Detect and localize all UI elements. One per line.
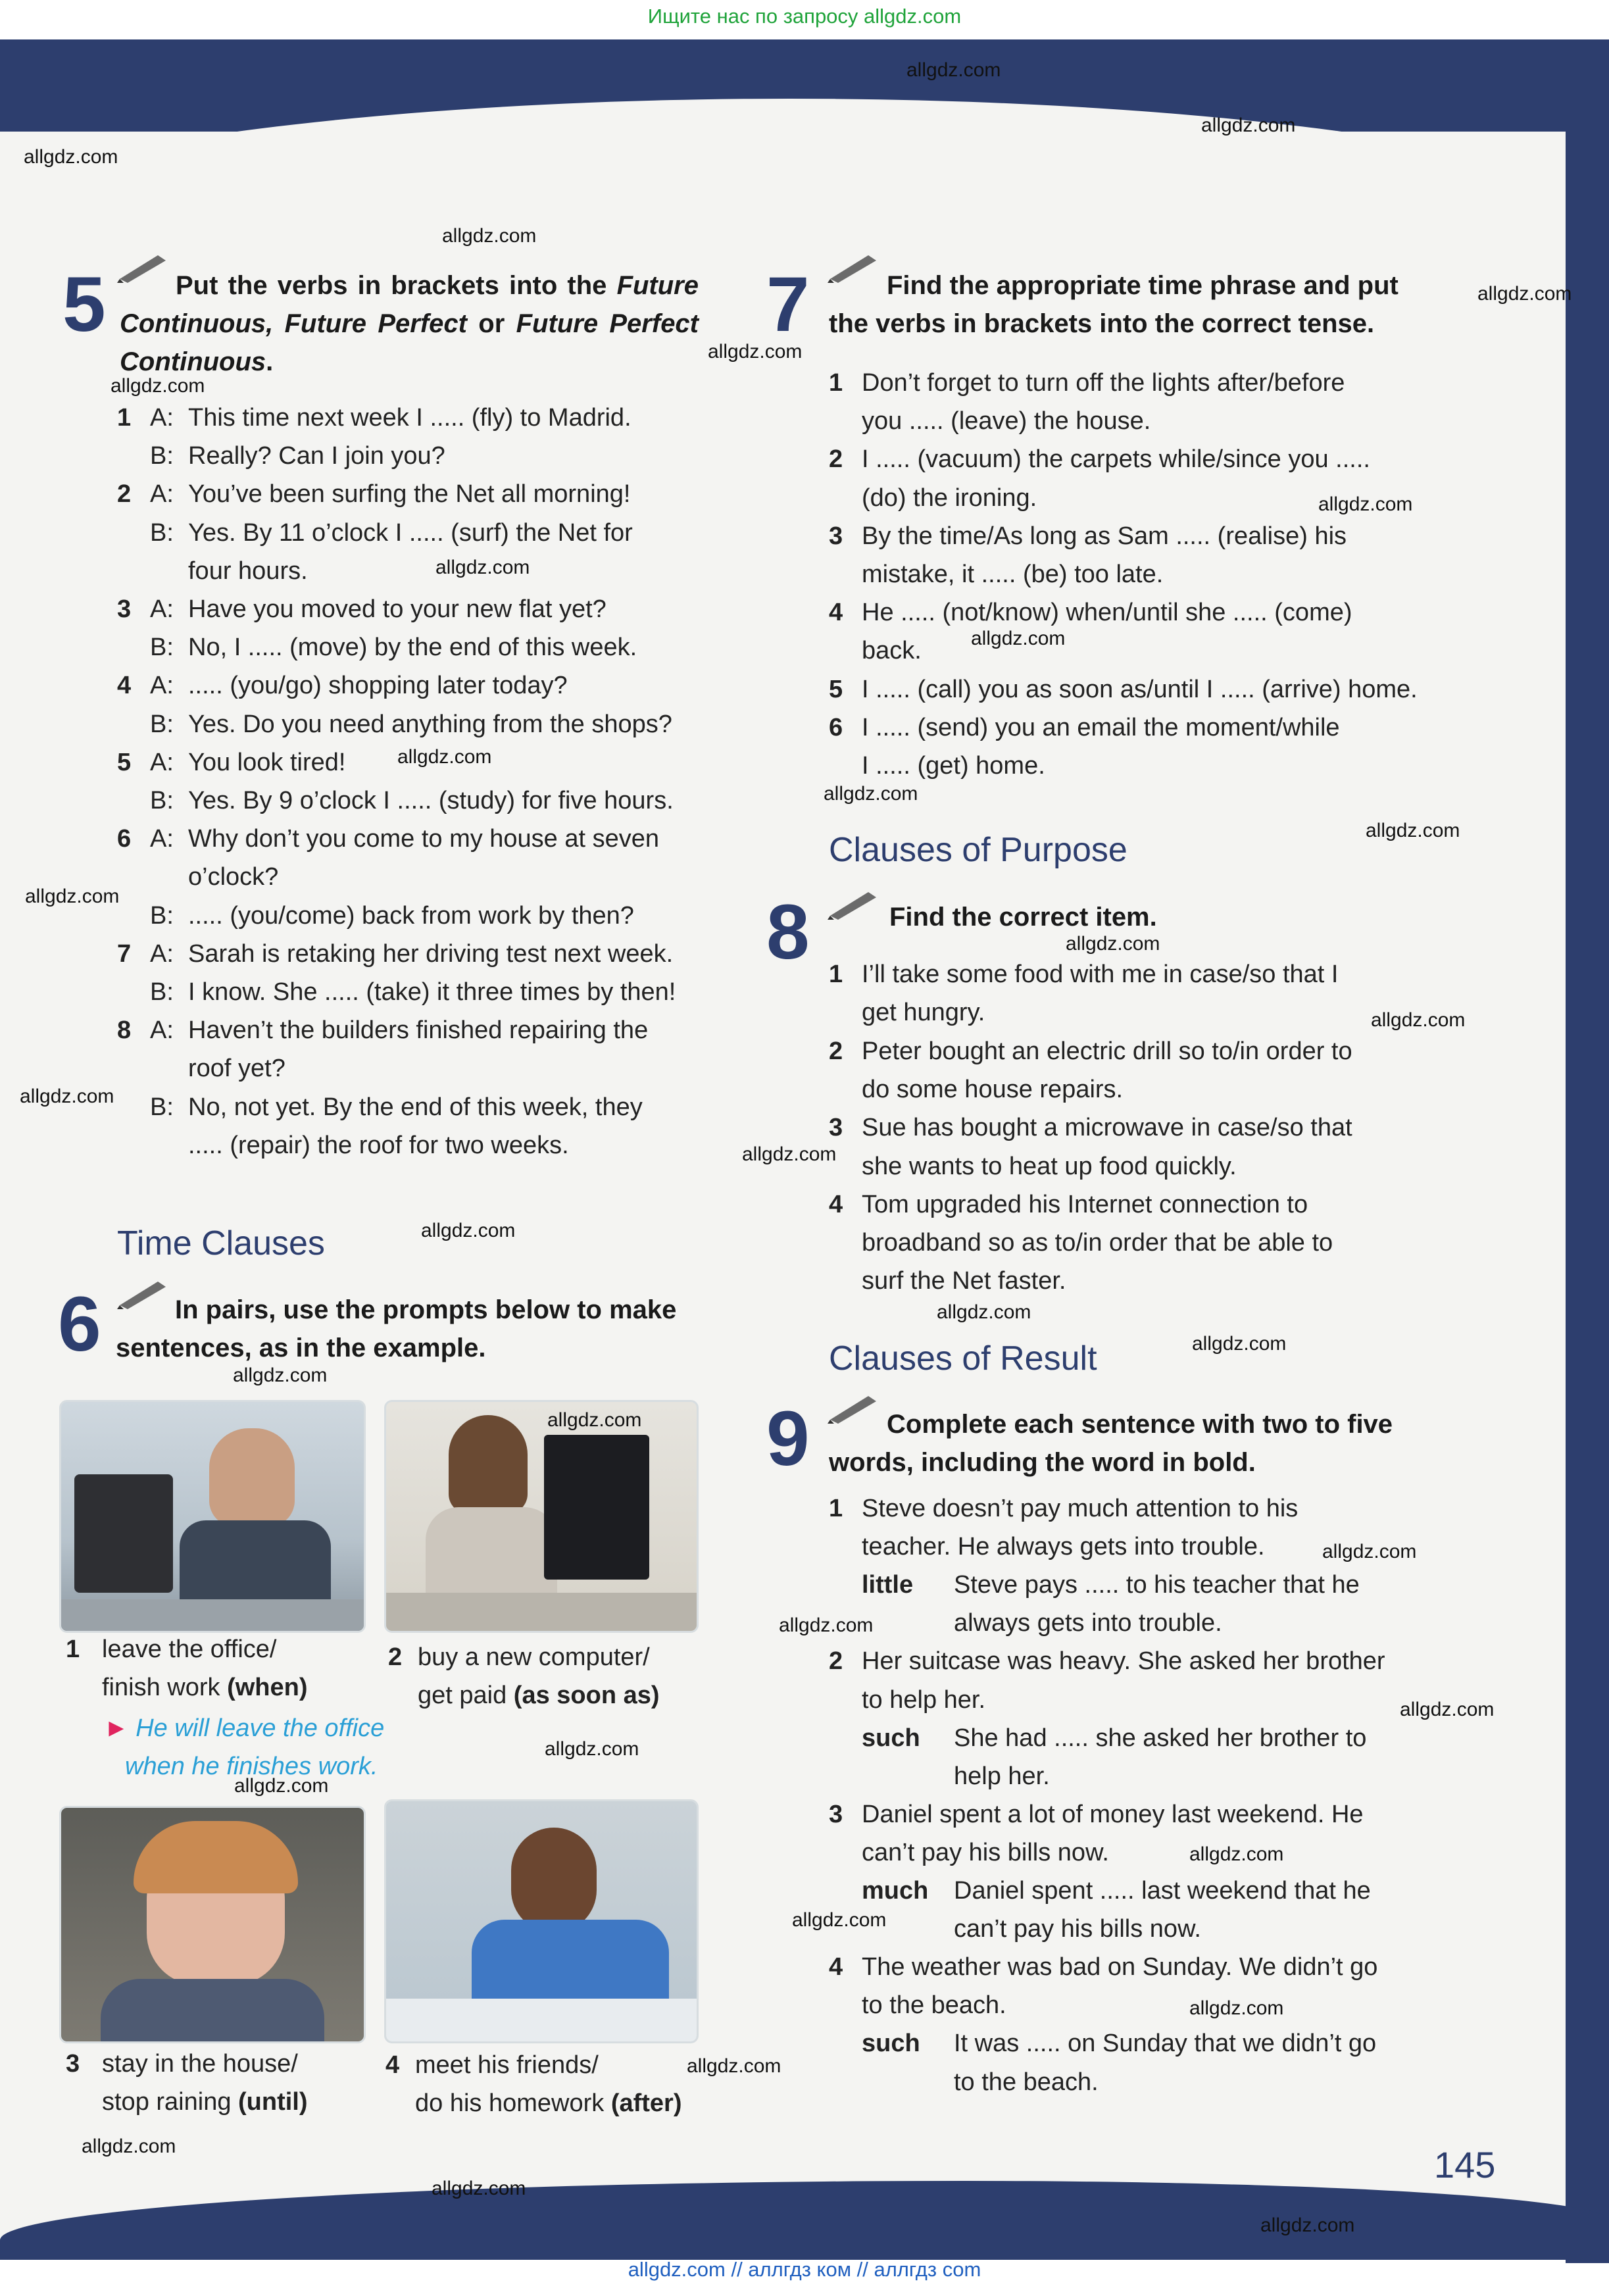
watermark[interactable]: allgdz.com — [1322, 1541, 1417, 1562]
item-number: 2 — [829, 445, 843, 474]
item-number: 3 — [829, 522, 843, 550]
list-item — [117, 666, 709, 705]
ex5-instr-end: . — [266, 347, 274, 376]
item-number: 4 — [829, 1190, 843, 1218]
caption-4-line-2: do his homework — [415, 2089, 611, 2117]
list-item — [829, 1757, 1421, 1795]
item-number: 7 — [117, 939, 132, 968]
exercise-6-caption-2 — [388, 1638, 660, 1714]
item-text: Steve pays ..... to his teacher that he — [954, 1571, 1360, 1599]
list-item — [829, 1681, 1421, 1719]
list-item — [829, 1147, 1421, 1185]
list-item — [117, 782, 709, 820]
list-item — [117, 973, 709, 1011]
list-item — [829, 1910, 1421, 1948]
exercise-9-number: 9 — [766, 1395, 810, 1482]
list-item — [117, 399, 709, 437]
example-line-1: He will leave the office — [136, 1714, 385, 1742]
item-text: No, not yet. By the end of this week, they — [188, 1093, 643, 1121]
clauses-of-result-heading: Clauses of Result — [829, 1339, 1097, 1378]
item-number: 2 — [117, 480, 132, 509]
list-item — [829, 2024, 1421, 2062]
speaker-label: B: — [150, 518, 174, 547]
item-text: Really? Can I join you? — [188, 442, 445, 470]
list-item — [117, 897, 709, 935]
caption-3-line-1: stay in the house/ — [102, 2050, 298, 2078]
speaker-label: A: — [150, 404, 174, 432]
caption-2-line-2: get paid — [418, 1682, 514, 1709]
exercise-6-caption-3 — [66, 2045, 308, 2121]
watermark[interactable]: allgdz.com — [432, 2178, 526, 2199]
item-text: to help her. — [862, 1685, 986, 1714]
exercise-6-caption-4 — [385, 2046, 682, 2122]
watermark[interactable]: allgdz.com — [708, 341, 803, 362]
speaker-label: B: — [150, 634, 174, 662]
watermark[interactable]: allgdz.com — [1371, 1009, 1466, 1031]
watermark[interactable]: allgdz.com — [906, 59, 1001, 81]
watermark[interactable]: allgdz.com — [687, 2055, 781, 2077]
item-text: I ..... (vacuum) the carpets while/since you ..... — [862, 445, 1370, 474]
watermark[interactable]: allgdz.com — [545, 1738, 639, 1760]
item-text: four hours. — [188, 557, 308, 585]
item-number: 1 — [829, 369, 843, 397]
watermark[interactable]: allgdz.com — [233, 1364, 328, 1386]
item-text: can’t pay his bills now. — [862, 1838, 1109, 1866]
watermark[interactable]: allgdz.com — [779, 1614, 874, 1636]
item-text: to the beach. — [954, 2068, 1099, 2096]
caption-1-keyword: (when) — [227, 1674, 308, 1701]
right-navy-edge — [1566, 39, 1609, 2263]
list-item — [829, 1070, 1421, 1109]
item-text: Peter bought an electric drill so to/in order to — [862, 1037, 1352, 1065]
list-item — [117, 437, 709, 475]
list-item — [829, 1642, 1421, 1680]
key-word: such — [862, 1724, 920, 1752]
key-word: such — [862, 2030, 920, 2058]
exercise-6-number: 6 — [58, 1281, 101, 1368]
item-number: 8 — [117, 1016, 132, 1045]
list-item — [117, 1011, 709, 1049]
list-item — [829, 709, 1421, 747]
item-number: 1 — [829, 1495, 843, 1522]
item-text: Daniel spent ..... last weekend that he — [954, 1877, 1371, 1905]
item-text: help her. — [954, 1762, 1050, 1790]
caption-3-line-2: stop raining — [102, 2088, 239, 2116]
exercise-6-instruction: In pairs, use the prompts below to make sentences, as in the example. — [116, 1295, 677, 1362]
caption-2-number: 2 — [388, 1643, 403, 1671]
item-number: 5 — [117, 748, 132, 776]
list-item — [117, 820, 709, 858]
watermark[interactable]: allgdz.com — [1477, 283, 1572, 305]
speaker-label: A: — [150, 825, 174, 853]
watermark[interactable]: allgdz.com — [937, 1301, 1031, 1323]
item-text: Sarah is retaking her driving test next week. — [188, 939, 674, 968]
caption-1-line-2: finish work — [102, 1674, 228, 1701]
item-text: she wants to heat up food quickly. — [862, 1152, 1237, 1180]
watermark[interactable]: allgdz.com — [1192, 1333, 1287, 1355]
time-clauses-heading: Time Clauses — [117, 1224, 325, 1262]
item-number: 5 — [829, 675, 843, 703]
item-text: o’clock? — [188, 863, 279, 891]
item-number: 6 — [117, 825, 132, 853]
exercise-6-caption-1 — [66, 1630, 308, 1707]
list-item — [829, 364, 1421, 402]
speaker-label: A: — [150, 595, 174, 623]
watermark[interactable]: allgdz.com — [397, 746, 492, 768]
item-text: always gets into trouble. — [954, 1609, 1222, 1637]
watermark[interactable]: allgdz.com — [435, 557, 530, 578]
photo-woman-at-computer — [384, 1400, 699, 1633]
exercise-8-instruction: Find the correct item. — [889, 903, 1157, 932]
item-text: This time next week I ..... (fly) to Madrid. — [188, 404, 631, 432]
list-item — [829, 1834, 1421, 1872]
list-item — [829, 1604, 1421, 1642]
list-item — [829, 402, 1421, 440]
item-text: can’t pay his bills now. — [954, 1915, 1201, 1943]
item-text: mistake, it ..... (be) too late. — [862, 561, 1164, 588]
item-number: 1 — [117, 404, 132, 432]
speaker-label: A: — [150, 1016, 174, 1045]
example-marker: ► — [104, 1714, 129, 1742]
item-text: ..... (repair) the roof for two weeks. — [188, 1131, 569, 1159]
caption-1-line-1: leave the office/ — [102, 1635, 277, 1663]
item-text: surf the Net faster. — [862, 1267, 1066, 1295]
item-text: He ..... (not/know) when/until she ..... (come) — [862, 599, 1352, 627]
item-text: back. — [862, 637, 922, 665]
watermark[interactable]: allgdz.com — [234, 1775, 329, 1797]
item-text: ..... (you/go) shopping later today? — [188, 672, 568, 700]
item-number: 2 — [829, 1037, 843, 1065]
speaker-label: B: — [150, 787, 174, 814]
item-text: Yes. By 9 o’clock I ..... (study) for five hours. — [188, 787, 674, 814]
list-item — [829, 1489, 1421, 1528]
list-item — [117, 1049, 709, 1087]
item-text: I ..... (call) you as soon as/until I ..... (arrive) home. — [862, 675, 1418, 703]
caption-3-keyword: (until) — [238, 2088, 308, 2116]
list-item — [829, 1224, 1421, 1262]
list-item — [829, 555, 1421, 593]
item-text: She had ..... she asked her brother to — [954, 1724, 1367, 1752]
exercise-7-instruction: Find the appropriate time phrase and put the verbs in brackets into the correct tense. — [829, 271, 1399, 338]
speaker-label: B: — [150, 978, 174, 1006]
watermark[interactable]: allgdz.com — [20, 1086, 114, 1107]
item-text: By the time/As long as Sam ..... (realise) his — [862, 522, 1347, 550]
speaker-label: A: — [150, 672, 174, 700]
list-item — [117, 590, 709, 628]
item-text: you ..... (leave) the house. — [862, 407, 1151, 436]
speaker-label: A: — [150, 939, 174, 968]
list-item — [829, 632, 1421, 670]
watermark[interactable]: allgdz.com — [24, 146, 118, 168]
watermark[interactable]: allgdz.com — [421, 1220, 516, 1241]
list-item — [829, 593, 1421, 632]
caption-1-number: 1 — [66, 1635, 80, 1663]
list-item — [829, 955, 1421, 993]
list-item — [117, 935, 709, 973]
list-item — [117, 475, 709, 513]
list-item — [829, 747, 1421, 785]
list-item — [829, 1948, 1421, 1986]
list-item — [829, 1872, 1421, 1910]
list-item — [829, 517, 1421, 555]
key-word: much — [862, 1877, 929, 1905]
item-text: Yes. By 11 o’clock I ..... (surf) the Net for — [188, 518, 633, 547]
caption-4-number: 4 — [385, 2051, 400, 2079]
speaker-label: B: — [150, 1093, 174, 1121]
caption-3-number: 3 — [66, 2050, 80, 2078]
key-word: little — [862, 1571, 914, 1599]
item-text: Steve doesn’t pay much attention to his — [862, 1495, 1299, 1522]
item-text: to the beach. — [862, 1991, 1006, 2020]
item-text: Yes. Do you need anything from the shops? — [188, 710, 672, 738]
page-number: 145 — [1434, 2144, 1496, 2185]
list-item — [117, 1126, 709, 1164]
watermark[interactable]: allgdz.com — [1318, 493, 1413, 515]
list-item — [117, 1088, 709, 1126]
item-text: I ..... (get) home. — [862, 752, 1045, 780]
speaker-label: A: — [150, 480, 174, 509]
photo-woman-thinking — [59, 1806, 366, 2043]
watermark[interactable]: allgdz.com — [111, 375, 205, 397]
item-number: 3 — [829, 1800, 843, 1828]
ex5-instr-mid: or — [466, 309, 516, 338]
list-item — [117, 858, 709, 896]
item-text: Daniel spent a lot of money last weekend. He — [862, 1800, 1364, 1828]
exercise-9-instruction: Complete each sentence with two to five words, including the word in bold. — [829, 1410, 1393, 1477]
caption-2-line-1: buy a new computer/ — [418, 1643, 650, 1671]
example-line-2: when he finishes work. — [125, 1753, 378, 1780]
item-number: 2 — [829, 1647, 843, 1676]
item-text: The weather was bad on Sunday. We didn’t go — [862, 1953, 1378, 1982]
item-text: I ..... (send) you an email the moment/while — [862, 713, 1340, 741]
item-text: I’ll take some food with me in case/so that I — [862, 961, 1339, 988]
item-text: (do) the ironing. — [862, 484, 1037, 512]
speaker-label: B: — [150, 901, 174, 930]
item-text: Haven’t the builders finished repairing the — [188, 1016, 649, 1045]
list-item — [829, 1986, 1421, 2024]
watermark[interactable]: allgdz.com — [25, 886, 120, 907]
clauses-of-purpose-heading: Clauses of Purpose — [829, 831, 1127, 869]
watermark[interactable]: allgdz.com — [1366, 820, 1460, 841]
exercise-5-number: 5 — [62, 261, 106, 348]
site-header[interactable]: Ищите нас по запросу allgdz.com — [647, 5, 962, 28]
list-item — [829, 1032, 1421, 1070]
item-number: 6 — [829, 713, 843, 741]
list-item — [829, 1566, 1421, 1604]
watermark[interactable]: allgdz.com — [971, 628, 1066, 649]
list-item — [829, 2063, 1421, 2101]
ex5-instr-it2: Future Perfect Continuous — [120, 309, 699, 376]
ex5-instr-it1: Future Continuous, Future Perfect — [120, 271, 699, 338]
watermark[interactable]: allgdz.com — [1400, 1699, 1495, 1720]
caption-2-keyword: (as soon as) — [513, 1682, 660, 1709]
item-number: 4 — [829, 1953, 843, 1982]
list-item — [829, 670, 1421, 709]
list-item — [117, 552, 709, 590]
item-text: You’ve been surfing the Net all morning! — [188, 480, 631, 509]
exercise-7-number: 7 — [766, 261, 810, 348]
item-number: 4 — [829, 599, 843, 627]
list-item — [829, 1185, 1421, 1224]
item-text: It was ..... on Sunday that we didn’t go — [954, 2030, 1377, 2058]
item-text: do some house repairs. — [862, 1075, 1124, 1103]
item-number: 3 — [117, 595, 132, 623]
photo-man-at-desk — [59, 1400, 366, 1633]
speaker-label: A: — [150, 748, 174, 776]
watermark[interactable]: allgdz.com — [1260, 2214, 1355, 2236]
watermark[interactable]: allgdz.com — [1201, 114, 1296, 136]
item-text: get hungry. — [862, 999, 985, 1027]
item-text: Don’t forget to turn off the lights after/before — [862, 369, 1345, 397]
item-text: Tom upgraded his Internet connection to — [862, 1190, 1308, 1218]
pencil-icon — [828, 889, 880, 920]
item-text: ..... (you/come) back from work by then? — [188, 901, 634, 930]
watermark[interactable]: allgdz.com — [742, 1143, 837, 1165]
watermark[interactable]: allgdz.com — [1066, 933, 1160, 955]
photo-boy-doing-homework — [384, 1799, 699, 2043]
list-item — [117, 514, 709, 552]
item-text: Why don’t you come to my house at seven — [188, 825, 660, 853]
list-item — [829, 1719, 1421, 1757]
item-text: roof yet? — [188, 1055, 285, 1083]
item-text: Sue has bought a microwave in case/so that — [862, 1114, 1352, 1142]
item-text: You look tired! — [188, 748, 346, 776]
exercise-6-example — [104, 1709, 384, 1785]
list-item — [117, 628, 709, 666]
watermark[interactable]: allgdz.com — [82, 2135, 176, 2157]
watermark[interactable]: allgdz.com — [1189, 1843, 1284, 1865]
list-item — [117, 705, 709, 743]
watermark[interactable]: allgdz.com — [1189, 1997, 1284, 2019]
item-number: 3 — [829, 1114, 843, 1142]
item-text: teacher. He always gets into trouble. — [862, 1533, 1265, 1561]
watermark[interactable]: allgdz.com — [547, 1409, 642, 1431]
ex5-instr-pre: Put the verbs in brackets into the — [176, 271, 617, 300]
site-footer[interactable]: allgdz.com // аллгдз ком // аллгдз com — [628, 2258, 981, 2281]
exercise-8-number: 8 — [766, 889, 810, 976]
list-item — [829, 1262, 1421, 1300]
item-text: Have you moved to your new flat yet? — [188, 595, 606, 623]
item-text: Her suitcase was heavy. She asked her brother — [862, 1647, 1385, 1676]
item-text: broadband so as to/in order that be able to — [862, 1229, 1333, 1257]
watermark[interactable]: allgdz.com — [442, 225, 537, 247]
list-item — [829, 440, 1421, 478]
caption-4-keyword: (after) — [610, 2089, 682, 2117]
list-item — [829, 1109, 1421, 1147]
speaker-label: B: — [150, 442, 174, 470]
item-text: No, I ..... (move) by the end of this week. — [188, 634, 637, 662]
list-item — [829, 993, 1421, 1032]
caption-4-line-1: meet his friends/ — [415, 2051, 599, 2079]
watermark[interactable]: allgdz.com — [824, 783, 918, 805]
watermark[interactable]: allgdz.com — [792, 1909, 887, 1931]
item-number: 4 — [117, 672, 132, 700]
list-item — [829, 1795, 1421, 1834]
speaker-label: B: — [150, 710, 174, 738]
item-number: 1 — [829, 961, 843, 988]
item-text: I know. She ..... (take) it three times by then! — [188, 978, 676, 1006]
exercise-5-instruction — [120, 266, 699, 381]
